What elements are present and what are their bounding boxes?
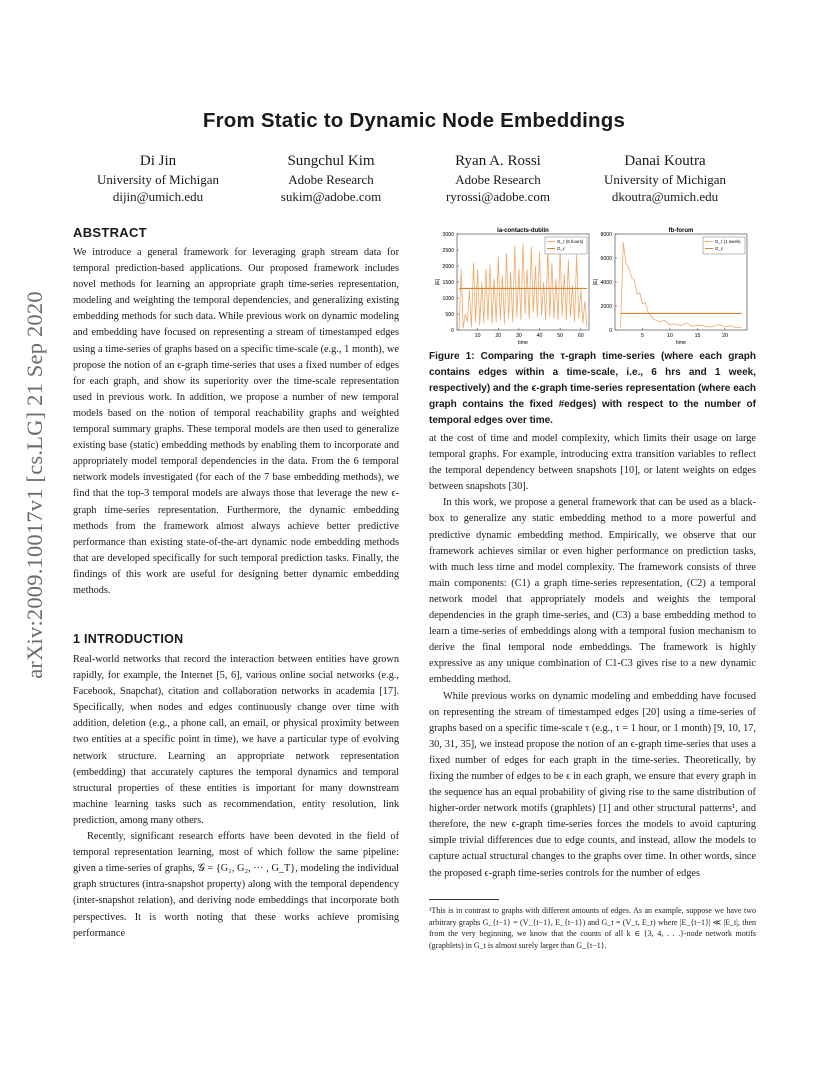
body-paragraph: While previous works on dynamic modeling and embedding have focused on representing the stream of timestamped edges [20] using a time-series of graphs based on a specific time-scale τ (e.g., τ = 1 hour, or 1 month) [9, 10, 17, 30, 31, 35], we instead propose the notion of an ϵ-graph time-series that uses a fixed number of edges for each graph in the time-series. Theoretically, by fixing the number of edges to be ϵ in each graph, we ensure that every graph in the sequence has an equal probability of giving rise to the same distribution of higher-order network motifs (graphlets) [1] and other structural patterns¹, and therefore, the new ϵ-graph time-series forces the models to avoid capturing simple trivial differences due to edge counts, and instead, allow the models to capture actual structural changes to the graphs over time. In other words, since the proposed ϵ-graph time-series controls for the number of edges <box>429 690 756 879</box>
x-axis-label: time <box>676 340 686 346</box>
y-tick-label: 2000 <box>442 263 454 270</box>
chart-svg <box>587 226 755 348</box>
author-block <box>580 151 750 205</box>
abstract-text: We introduce a general framework for leveraging graph stream data for temporal prediction-based applications. Our proposed framework includes novel methods for learning an appropriate graph time-series representation, modeling and weighting the temporal dependencies, and generalizing existing embedding methods for such data. While previous work on dynamic modeling and embedding have focused on representing a stream of timestamped edges using a time-series of graphs based on a specific time-scale (e.g., 1 month), we propose the notion of an ϵ-graph time-series that uses a fixed number of edges for each graph, and show its superiority over the time-scale representation used in previous work. In addition, we propose a number of new temporal models based on the notion of temporal reachability graphs and weighted temporal summary graphs. These temporal models are then used to generalize existing base (static) embedding methods by enabling them to incorporate and appropriately model temporal dependencies in the data. From the 6 temporal network models investigated (for each of the 7 base embedding methods), we find that the top-3 temporal models are always those that leverage the new ϵ-graph time-series representation. Furthermore, the dynamic embedding methods from the framework almost always achieve better predictive performance than existing state-of-the-art dynamic node embedding methods that are developed specifically for such temporal prediction tasks. Finally, the findings of this work are useful for designing better dynamic embedding methods. <box>73 247 399 596</box>
author-block <box>246 151 416 205</box>
chart-svg <box>429 226 597 348</box>
x-tick-label: 40 <box>536 333 543 339</box>
chart-title: fb-forum <box>668 228 694 234</box>
arxiv-stamp-text: arXiv:2009.10017v1 [cs.LG] 21 Sep 2020 <box>22 291 47 679</box>
author-affiliation: Adobe Research <box>288 172 374 187</box>
intro-paragraph: Recently, significant research efforts have been devoted in the field of temporal representation learning, most of which follow the same pipeline: given a time-series of graphs, 𝒢 = {G₁, G₂, ··· , G_T}, modeling the individual graph structures (intra-snapshot property) along with the temporal dependency (inter-snapshot relation), and deriving node embeddings that incorporate both perspectives. It is worth noting that these works achieve promising performance <box>73 831 399 939</box>
author-name: Danai Koutra <box>624 153 706 169</box>
y-axis-label: |E| <box>593 278 599 286</box>
x-tick-label: 10 <box>474 333 481 339</box>
author-email: sukim@adobe.com <box>280 189 382 204</box>
author-block <box>413 151 583 205</box>
abstract-heading: ABSTRACT <box>73 225 147 240</box>
author-affiliation: University of Michigan <box>96 172 220 187</box>
body-paragraph: In this work, we propose a general framework that can be used as a black-box to generalize any static embedding method to a more powerful and predictive dynamic embedding method. Empirically, we observe that our framework achieves similar or even higher performance on prediction tasks, with much less time and model complexity. The framework consists of three main components: (C1) a graph time-series representation, (C2) a temporal network model that appropriately models and weights the temporal dependencies in the graph time-series, and (C3) a base embedding method to learn a time-series of embeddings along with a temporal fusion mechanism to derive the final temporal node embeddings. The framework is highly expressive as any unique combination of C1-C3 gives rise to a new dynamic embedding method. <box>429 497 756 686</box>
y-tick-label: 1000 <box>442 295 454 302</box>
x-tick-label: 20 <box>495 333 502 339</box>
body-paragraph: at the cost of time and model complexity, which limits their usage on large temporal graphs. For example, introducing extra transition variables to reflect the temporal dependency between snapshots [10], or latent weights on edges between snapshots [30]. <box>429 433 756 493</box>
legend-label: G_ϵ <box>557 246 565 251</box>
y-tick-label: 6000 <box>600 255 612 262</box>
y-tick-label: 1500 <box>442 279 454 286</box>
x-tick-label: 50 <box>557 333 564 339</box>
abstract-body <box>73 245 399 599</box>
x-tick-label: 60 <box>577 333 584 339</box>
footnote-rule <box>429 899 499 900</box>
x-tick-label: 10 <box>667 333 673 339</box>
chart-la-contacts-dublin <box>429 226 597 348</box>
y-tick-label: 8000 <box>600 231 612 238</box>
author-email: dkoutra@umich.edu <box>611 189 719 204</box>
author-name: Sungchul Kim <box>287 153 375 169</box>
author-affiliation: Adobe Research <box>455 172 541 187</box>
introduction-left-column <box>73 652 399 942</box>
y-axis-label: |E| <box>435 278 441 286</box>
x-axis-label: time <box>518 340 528 346</box>
author-affiliation: University of Michigan <box>603 172 727 187</box>
legend-label: G_ϵ <box>715 246 723 251</box>
x-tick-label: 5 <box>641 333 644 339</box>
author-email: ryrossi@adobe.com <box>445 189 551 204</box>
author-block <box>73 151 243 205</box>
y-tick-label: 0 <box>609 327 612 334</box>
figure-caption: Figure 1: Comparing the τ-graph time-series (where each graph contains edges within a time-scale, i.e., 6 hrs and 1 week, respectively) and the ϵ-graph time-series representation (where each graph contains the fixed #edges) with respect to the number of temporal edges over time. <box>429 351 756 427</box>
y-tick-label: 3000 <box>442 231 454 238</box>
section-heading-introduction: 1 INTRODUCTION <box>73 632 184 646</box>
right-column-body <box>429 431 756 882</box>
author-email: dijin@umich.edu <box>112 189 204 204</box>
x-tick-label: 20 <box>722 333 728 339</box>
arxiv-stamp <box>20 290 50 680</box>
y-tick-label: 2000 <box>600 303 612 310</box>
chart-fb-forum <box>587 226 755 348</box>
author-name: Ryan A. Rossi <box>455 153 541 169</box>
legend-label: G_τ (1 week) <box>715 239 741 244</box>
y-tick-label: 4000 <box>600 279 612 286</box>
paper-title: From Static to Dynamic Node Embeddings <box>202 109 626 132</box>
footnote: ¹This is in contrast to graphs with different amounts of edges. As an example, suppose we have two arbitrary graphs G_{t−1} = (V_{t−1}, E_{t−1}) and G_t = (V_t, E_t) where |E_{t−1}| ≪ |E_t|, then from the very beginning, we know that the counts of all k ∈ {3, 4, . . .}-node network motifs (graphlets) in G_t is almost surely larger than G_{t−1}. <box>429 906 756 950</box>
x-tick-label: 30 <box>515 333 522 339</box>
author-name: Di Jin <box>139 153 177 169</box>
y-tick-label: 0 <box>451 327 454 334</box>
legend-label: G_τ (6 hours) <box>557 239 584 244</box>
intro-paragraph: Real-world networks that record the interaction between entities have grown rapidly, for example, the Internet [5, 6], various online social networks (e.g., Facebook, Snapchat), citation and collaboration networks in academia [17]. Specifically, when nodes and edges continuously change over time with addition, deletion (e.g., a phone call, an email, or physical proximity between two entities at a specific point in time), we have a particular type of evolving network structure. Learning an appropriate network representation (embedding) that accurately captures the temporal dynamics and temporal structural properties of these entities is important for many downstream machine learning tasks such as recommendation, entity resolution, link prediction, among many others. <box>73 654 399 826</box>
x-tick-label: 15 <box>694 333 701 339</box>
y-tick-label: 500 <box>445 311 454 318</box>
chart-title: la-contacts-dublin <box>497 228 549 234</box>
y-tick-label: 2500 <box>442 247 454 254</box>
